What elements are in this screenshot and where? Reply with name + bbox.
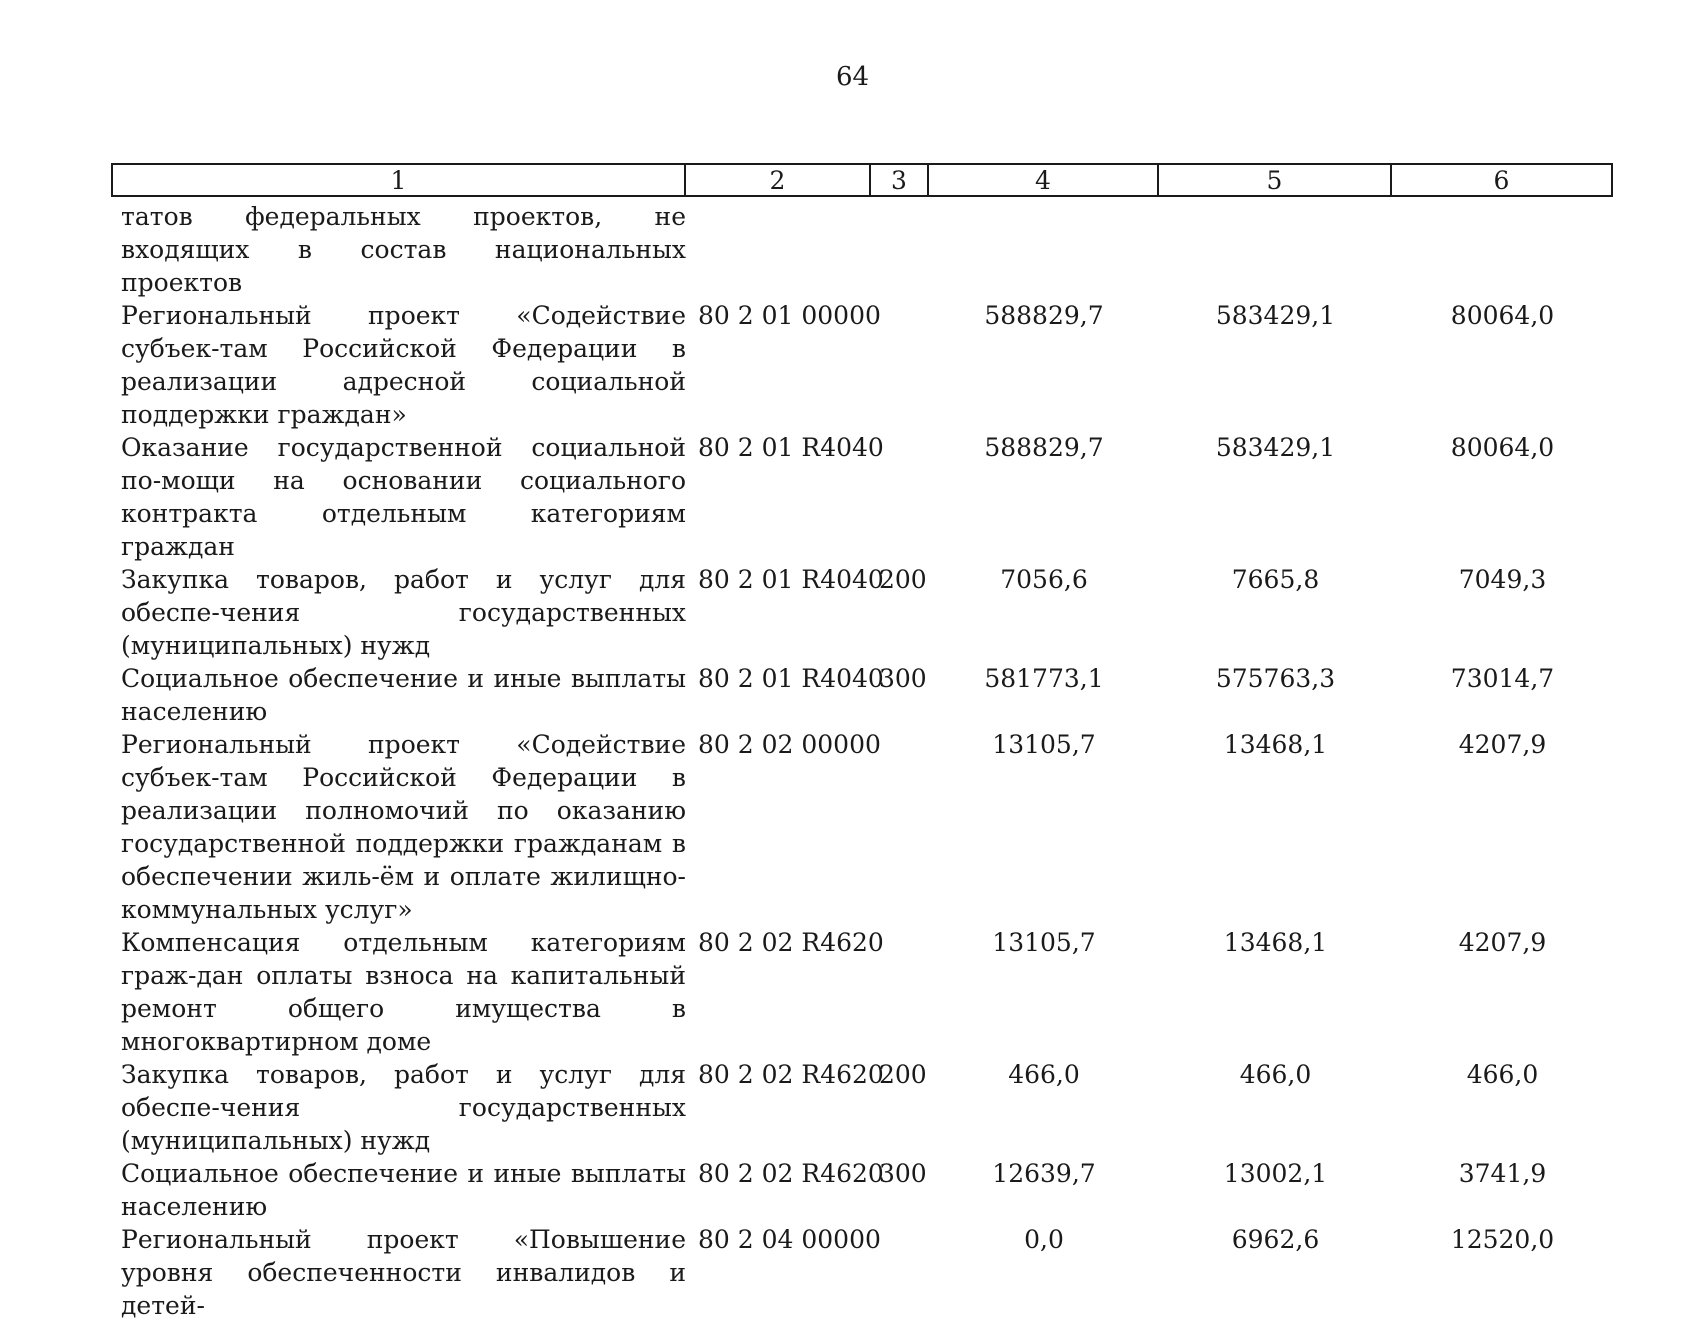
row-value-col6: 12520,0 — [1450, 1225, 1555, 1254]
row-value-col5: 583429,1 — [1215, 433, 1336, 462]
row-value-col4: 466,0 — [1008, 1060, 1080, 1089]
row-value-col5: 583429,1 — [1215, 301, 1336, 330]
page-number: 64 — [835, 62, 870, 92]
row-expense-type: 200 — [879, 565, 927, 594]
row-code: 80 2 01 R4040 — [698, 664, 884, 693]
table-row — [111, 563, 1613, 662]
row-value-col5: 13002,1 — [1223, 1159, 1328, 1188]
row-value-col4: 7056,6 — [1000, 565, 1088, 594]
row-expense-type: 300 — [879, 1159, 927, 1188]
row-value-col5: 575763,3 — [1215, 664, 1336, 693]
row-value-col5: 13468,1 — [1223, 928, 1328, 957]
row-value-col6: 73014,7 — [1450, 664, 1555, 693]
column-header-2: 2 — [686, 165, 871, 195]
table-row — [111, 926, 1613, 1058]
row-expense-type: 200 — [879, 1060, 927, 1089]
row-description: Закупка товаров, работ и услуг для обеспе-чения государственных (муниципальных) нужд — [121, 1060, 686, 1155]
row-value-col6: 3741,9 — [1458, 1159, 1547, 1188]
row-value-col6: 4207,9 — [1458, 928, 1547, 957]
row-description: Социальное обеспечение и иные выплаты населению — [121, 1159, 686, 1221]
table-row — [111, 662, 1613, 728]
row-code: 80 2 02 00000 — [698, 730, 881, 759]
table-row — [111, 728, 1613, 926]
row-value-col6: 466,0 — [1466, 1060, 1539, 1089]
row-value-col4: 588829,7 — [984, 301, 1104, 330]
table-header-row — [111, 163, 1613, 197]
column-header-3: 3 — [871, 165, 929, 195]
row-description: Социальное обеспечение и иные выплаты населению — [121, 664, 686, 726]
table-row — [111, 200, 1613, 299]
row-value-col6: 80064,0 — [1450, 433, 1555, 462]
table-row — [111, 1058, 1613, 1157]
row-value-col5: 13468,1 — [1223, 730, 1328, 759]
row-value-col5: 7665,8 — [1231, 565, 1320, 594]
row-value-col4: 581773,1 — [984, 664, 1104, 693]
table-row — [111, 431, 1613, 563]
row-value-col6: 4207,9 — [1458, 730, 1547, 759]
row-value-col4: 12639,7 — [992, 1159, 1096, 1188]
table-row — [111, 1223, 1613, 1322]
table-body — [111, 200, 1613, 1322]
row-description: Оказание государственной социальной по-мощи на основании социального контракта отдельным категориям граждан — [121, 433, 686, 561]
row-code: 80 2 01 R4040 — [698, 565, 884, 594]
row-code: 80 2 02 R4620 — [698, 928, 884, 957]
row-description: Региональный проект «Содействие субъек-там Российской Федерации в реализации полномочий по оказанию государственной поддержки гражданам в обеспечении жиль-ём и оплате жилищно-коммунальных услуг» — [121, 730, 686, 924]
table-row — [111, 1157, 1613, 1223]
row-value-col4: 588829,7 — [984, 433, 1104, 462]
row-description: Региональный проект «Содействие субъек-там Российской Федерации в реализации адресной социальной поддержки граждан» — [121, 301, 686, 429]
row-value-col4: 13105,7 — [992, 928, 1096, 957]
column-header-5: 5 — [1159, 165, 1392, 195]
column-header-6: 6 — [1493, 165, 1510, 195]
row-value-col4: 13105,7 — [992, 730, 1096, 759]
row-description: Региональный проект «Повышение уровня обеспеченности инвалидов и детей- — [121, 1225, 686, 1320]
row-code: 80 2 02 R4620 — [698, 1159, 884, 1188]
row-value-col6: 80064,0 — [1450, 301, 1555, 330]
row-code: 80 2 02 R4620 — [698, 1060, 884, 1089]
column-header-1: 1 — [113, 165, 686, 195]
row-description: Компенсация отдельным категориям граж-дан оплаты взноса на капитальный ремонт общего имущества в многоквартирном доме — [121, 928, 686, 1056]
row-description: Закупка товаров, работ и услуг для обеспе-чения государственных (муниципальных) нужд — [121, 565, 686, 660]
row-value-col4: 0,0 — [1024, 1225, 1064, 1254]
table-row — [111, 299, 1613, 431]
column-header-4: 4 — [929, 165, 1159, 195]
row-value-col5: 466,0 — [1239, 1060, 1312, 1089]
row-code: 80 2 01 R4040 — [698, 433, 884, 462]
row-value-col6: 7049,3 — [1458, 565, 1547, 594]
row-code: 80 2 01 00000 — [698, 301, 881, 330]
row-description: татов федеральных проектов, не входящих в состав национальных проектов — [121, 202, 686, 297]
row-expense-type: 300 — [879, 664, 927, 693]
row-value-col5: 6962,6 — [1231, 1225, 1320, 1254]
row-code: 80 2 04 00000 — [698, 1225, 881, 1254]
